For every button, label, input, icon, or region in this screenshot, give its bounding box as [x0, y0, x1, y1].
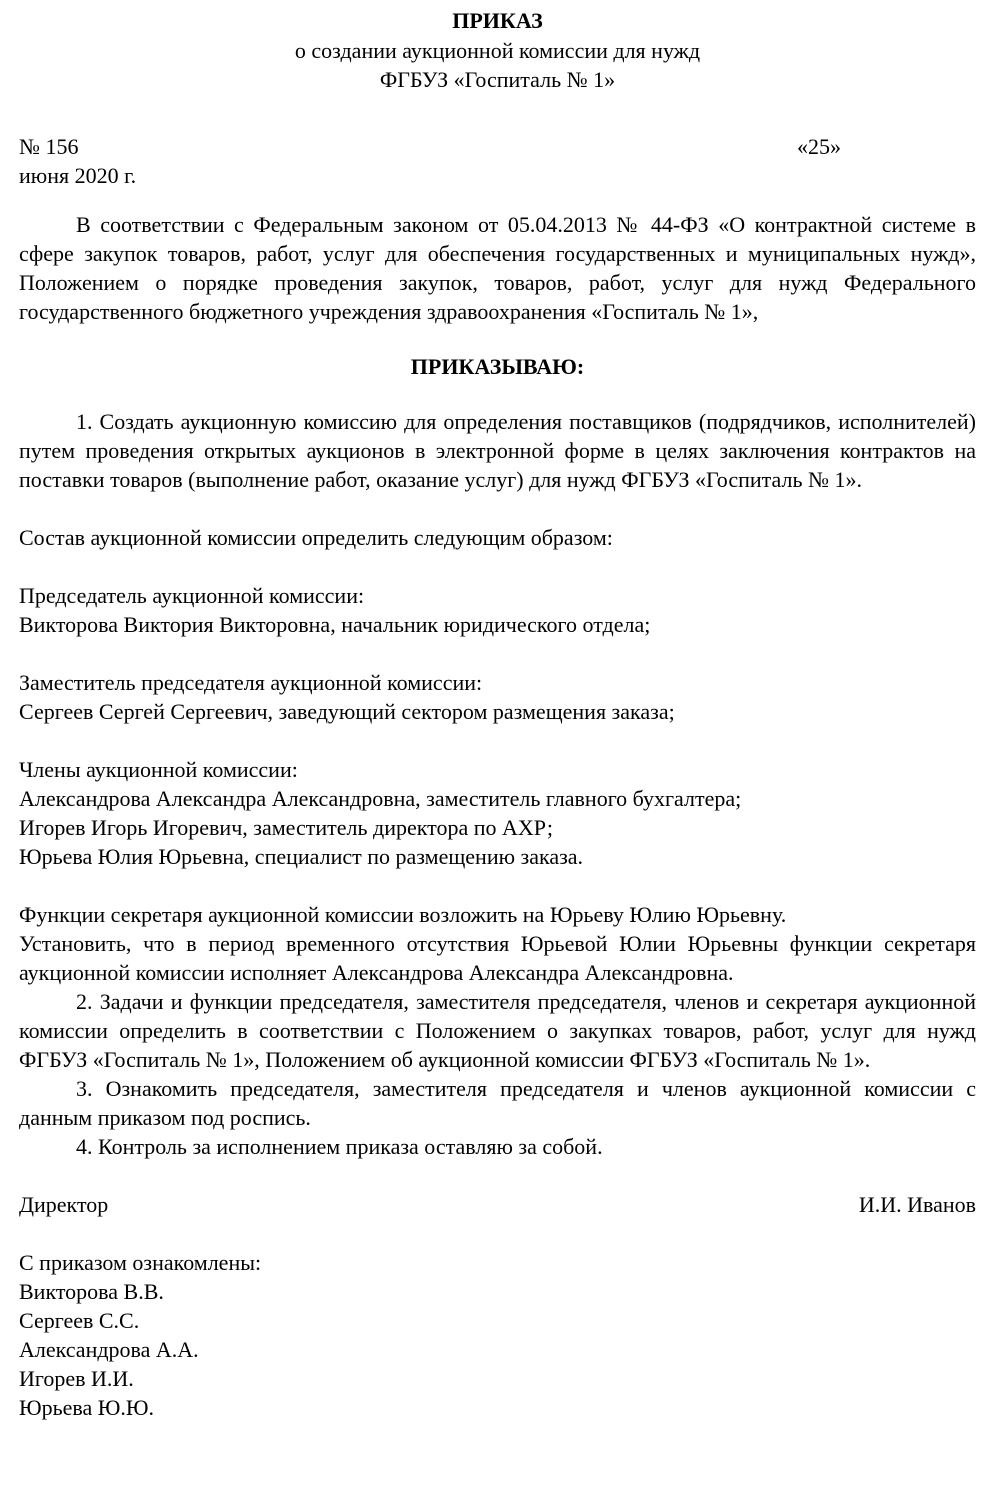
- signature-name: И.И. Иванов: [858, 1192, 976, 1217]
- point-2: 2. Задачи и функции председателя, заместителя председателя, членов и секретаря аукционной комиссии определить в соответствии с Положением о закупках товаров, работ, услуг для нужд ФГБУЗ «Госпиталь № 1», Положением об аукционной комиссии ФГБУЗ «Госпиталь № 1».: [19, 989, 976, 1072]
- intro-paragraph: В соответствии с Федеральным законом от 05.04.2013 № 44-ФЗ «О контрактной системе в сфере закупок товаров, работ, услуг для обеспечения государственных и муниципальных нужд», Положением о порядке проведения закупок, товаров, работ, услуг для нужд Федерального государственного бюджетного учреждения здравоохранения «Госпиталь № 1»,: [19, 212, 976, 324]
- point-4: 4. Контроль за исполнением приказа оставляю за собой.: [76, 1134, 603, 1159]
- secretary-line: Функции секретаря аукционной комиссии возложить на Юрьеву Юлию Юрьевну.: [19, 902, 787, 927]
- acknowledgement-title: С приказом ознакомлены:: [19, 1250, 262, 1275]
- point-1: 1. Создать аукционную комиссию для определения поставщиков (подрядчиков, исполнителей) путем проведения открытых аукционов в электронной форме в целях заключения контрактов на поставки товаров (выполнение работ, оказание услуг) для нужд ФГБУЗ «Госпиталь № 1».: [19, 409, 976, 492]
- composition-intro: Состав аукционной комиссии определить следующим образом:: [19, 525, 613, 550]
- members-label: Члены аукционной комиссии:: [19, 757, 298, 782]
- doc-subtitle-line2: ФГБУЗ «Госпиталь № 1»: [379, 67, 616, 92]
- member-item: Александрова Александра Александровна, заместитель главного бухгалтера;: [19, 786, 742, 811]
- order-month-year: июня 2020 г.: [19, 163, 137, 188]
- document: [19, 6, 976, 1422]
- doc-subtitle-line1: о создании аукционной комиссии для нужд: [294, 38, 701, 63]
- acknowledged-name: Сергеев С.С.: [19, 1308, 140, 1333]
- point-3: 3. Ознакомить председателя, заместителя председателя и членов аукционной комиссии с данным приказом под роспись.: [19, 1076, 976, 1130]
- chair-label: Председатель аукционной комиссии:: [19, 583, 365, 608]
- doc-title: ПРИКАЗ: [452, 8, 543, 33]
- chair-person: Викторова Виктория Викторовна, начальник юридического отдела;: [19, 612, 651, 637]
- acknowledged-name: Александрова А.А.: [19, 1337, 199, 1362]
- member-item: Юрьева Юлия Юрьевна, специалист по размещению заказа.: [19, 844, 584, 869]
- signature-row: [19, 1190, 976, 1219]
- acknowledged-name: Игорев И.И.: [19, 1366, 134, 1391]
- order-word: ПРИКАЗЫВАЮ:: [410, 354, 585, 379]
- signature-position: Директор: [19, 1192, 109, 1217]
- acknowledged-name: Юрьева Ю.Ю.: [19, 1395, 154, 1420]
- acknowledged-name: Викторова В.В.: [19, 1279, 164, 1304]
- order-number-row: [19, 132, 976, 161]
- member-item: Игорев Игорь Игоревич, заместитель директора по АХР;: [19, 815, 553, 840]
- order-number: № 156: [19, 134, 79, 159]
- substitute-paragraph: Установить, что в период временного отсутствия Юрьевой Юлии Юрьевны функции секретаря аукционной комиссии исполняет Александрова Александра Александровна.: [19, 931, 976, 985]
- deputy-person: Сергеев Сергей Сергеевич, заведующий сектором размещения заказа;: [19, 699, 675, 724]
- order-day: «25»: [797, 134, 841, 159]
- deputy-label: Заместитель председателя аукционной комиссии:: [19, 670, 483, 695]
